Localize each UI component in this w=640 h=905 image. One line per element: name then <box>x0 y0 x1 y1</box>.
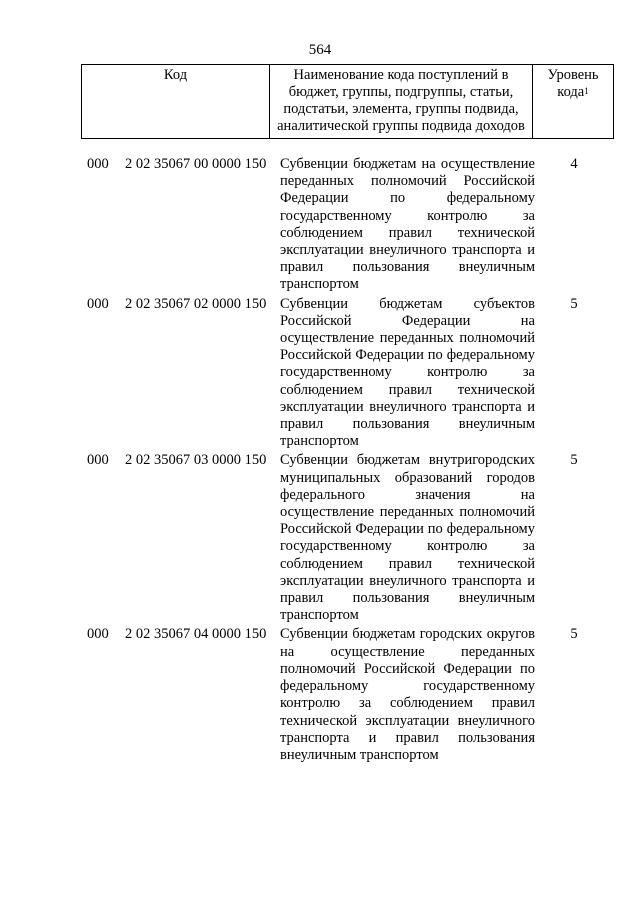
revenue-name: Субвенции бюджетам субъектов Российской Федерации на осуществление переданных полномочий Российской Федерации по федеральному государственному контролю за соблюдением правил технической эксплуатации внеуличного транспорта и правил пользования внеуличным транспортом <box>280 295 535 450</box>
revenue-code: 2 02 35067 00 0000 150 <box>125 156 267 172</box>
header-name <box>270 65 533 139</box>
header-row <box>82 65 614 139</box>
revenue-name: Субвенции бюджетам городских округов на осуществление переданных полномочий Российской Федерации по федеральному государственному контролю за соблюдением правил технической эксплуатации внеуличного транспорта и правил пользования внеуличным транспортом <box>280 626 535 763</box>
header-level-label: Уровень кода <box>547 67 599 100</box>
table-row <box>81 156 613 294</box>
header-level <box>533 65 614 139</box>
admin-code: 000 <box>87 295 109 312</box>
page-number: 564 <box>308 42 332 58</box>
header-code-label: Код <box>163 67 188 83</box>
code-level: 5 <box>570 626 578 643</box>
header-name-label: Наименование кода поступлений в бюджет, группы, подгруппы, статьи, подстатьи, элемента, группы подвида, аналитической группы подвида доходов <box>277 67 525 134</box>
revenue-name: Субвенции бюджетам внутригородских муниципальных образований городов федерального значения на осуществление переданных полномочий Российской Федерации по федеральному государственному контролю за соблюдением правил технической эксплуатации внеуличного транспорта и правил пользования внеуличным транспортом <box>280 452 535 624</box>
footnote-marker: 1 <box>584 86 589 96</box>
admin-code: 000 <box>87 626 109 643</box>
revenue-code: 2 02 35067 04 0000 150 <box>125 626 267 643</box>
code-level: 5 <box>570 452 578 469</box>
header-code <box>82 65 270 139</box>
table-header <box>81 64 614 139</box>
revenue-code: 2 02 35067 03 0000 150 <box>125 452 267 469</box>
table-row <box>81 626 613 764</box>
table-row <box>81 296 613 451</box>
revenue-name: Субвенции бюджетам на осуществление переданных полномочий Российской Федерации по федеральному государственному контролю за соблюдением правил технической эксплуатации внеуличного транспорта и правил пользования внеуличным транспортом <box>280 156 535 293</box>
code-level: 4 <box>570 156 578 172</box>
table-row <box>81 452 613 624</box>
revenue-code: 2 02 35067 02 0000 150 <box>125 295 267 312</box>
table-body <box>81 156 613 766</box>
admin-code: 000 <box>87 452 109 469</box>
code-level: 5 <box>570 295 578 312</box>
admin-code: 000 <box>87 156 109 172</box>
